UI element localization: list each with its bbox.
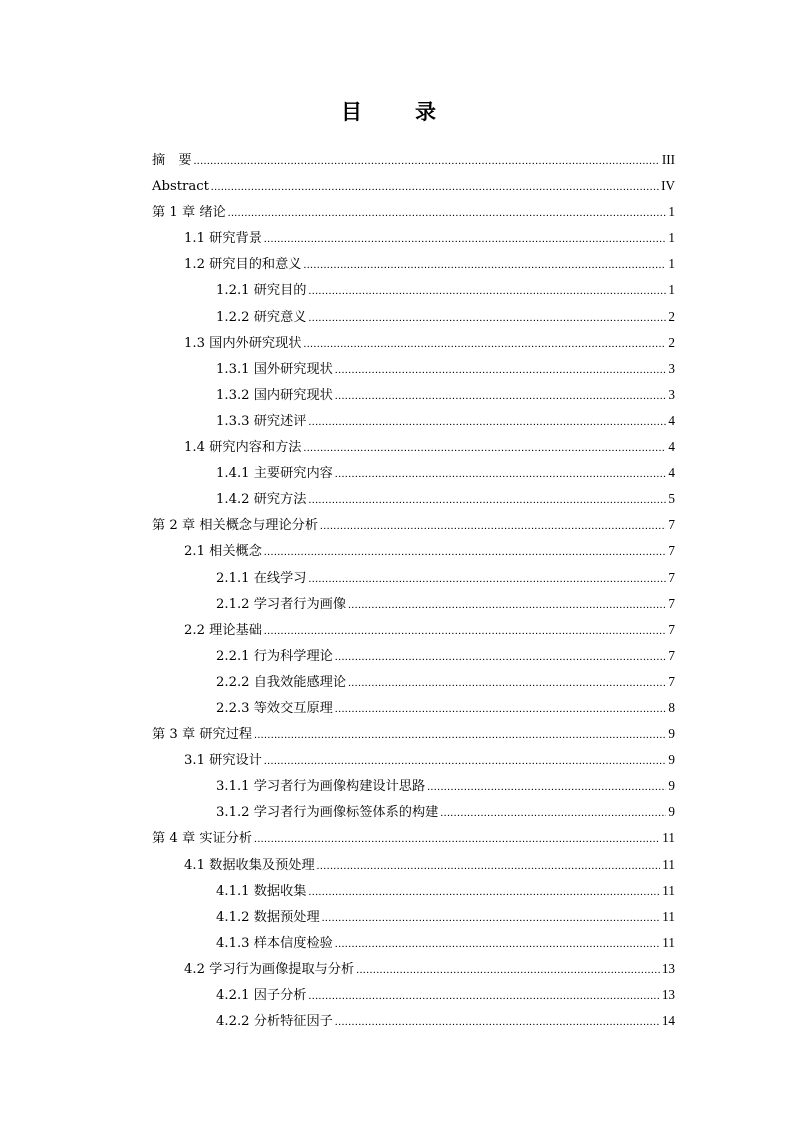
toc-leader-dots [440, 800, 666, 826]
toc-entry[interactable] [152, 617, 675, 643]
toc-leader-dots [348, 670, 666, 696]
toc-entry-label: 1.2 研究目的和意义 [184, 257, 302, 273]
toc-leader-dots [309, 879, 661, 905]
toc-page-number: 7 [668, 517, 675, 533]
toc-leader-dots [303, 252, 666, 278]
toc-leader-dots [309, 487, 667, 513]
toc-leader-dots [427, 774, 666, 800]
toc-page-number: 7 [668, 595, 675, 611]
toc-leader-dots [309, 409, 667, 435]
toc-entry[interactable] [152, 565, 675, 591]
toc-entry-label: 4.2 学习行为画像提取与分析 [184, 961, 355, 977]
toc-leader-dots [211, 174, 659, 200]
toc-entry-label: 3.1.2 学习者行为画像标签体系的构建 [216, 805, 439, 821]
toc-entry-label: 1.3.3 研究述评 [216, 413, 307, 429]
toc-page-number: 3 [668, 360, 675, 376]
toc-page-number: 2 [668, 334, 675, 350]
toc-entry[interactable] [152, 382, 675, 408]
toc-entry[interactable] [152, 825, 675, 851]
toc-page-number: 4 [668, 465, 675, 481]
toc-entry-label: Abstract [152, 179, 209, 195]
toc-leader-dots [335, 383, 667, 409]
toc-entry-label: 1.3.1 国外研究现状 [216, 361, 333, 377]
toc-entry-label: 1.3 国内外研究现状 [184, 335, 302, 351]
toc-page-number: 14 [661, 1013, 675, 1029]
toc-page-number: 2 [668, 308, 675, 324]
toc-leader-dots [356, 957, 660, 983]
toc-leader-dots [254, 722, 666, 748]
toc-entry[interactable] [152, 199, 675, 225]
toc-leader-dots [348, 592, 666, 618]
toc-leader-dots [303, 435, 666, 461]
toc-entry-label: 2.2.2 自我效能感理论 [216, 674, 347, 690]
toc-entry[interactable] [152, 669, 675, 695]
toc-leader-dots [320, 513, 666, 539]
table-of-contents [152, 147, 675, 1034]
toc-entry-label: 第 4 章 实证分析 [152, 831, 253, 847]
toc-page-number: 1 [668, 282, 675, 298]
toc-entry-label: 第 3 章 研究过程 [152, 727, 253, 743]
toc-page-number: 11 [662, 908, 675, 924]
toc-entry[interactable] [152, 173, 675, 199]
toc-leader-dots [309, 566, 667, 592]
toc-page-number: 4 [668, 439, 675, 455]
toc-page-number: 1 [668, 256, 675, 272]
toc-leader-dots [335, 1009, 660, 1035]
toc-entry-label: 4.2.1 因子分析 [216, 988, 307, 1003]
toc-page-number: 11 [662, 830, 675, 846]
toc-page-number: 9 [668, 726, 675, 742]
toc-entry[interactable] [152, 330, 675, 356]
toc-leader-dots [264, 748, 666, 774]
toc-leader-dots [317, 853, 661, 879]
toc-leader-dots [309, 278, 667, 304]
toc-entry-label: 2.2.3 等效交互原理 [216, 700, 333, 716]
toc-page-number: 11 [662, 882, 675, 898]
toc-page-number: 1 [668, 230, 675, 246]
toc-entry[interactable] [152, 643, 675, 669]
toc-entry-label: 1.1 研究背景 [184, 231, 262, 247]
toc-entry[interactable] [152, 538, 675, 564]
toc-entry[interactable] [152, 225, 675, 251]
toc-entry[interactable] [152, 304, 675, 330]
toc-entry-label: 摘 要 [152, 153, 192, 168]
toc-entry-label: 4.1 数据收集及预处理 [184, 857, 315, 873]
toc-entry-label: 4.1.1 数据收集 [216, 883, 307, 899]
toc-entry[interactable] [152, 251, 675, 277]
toc-entry[interactable] [152, 408, 675, 434]
toc-entry[interactable] [152, 147, 675, 173]
toc-page-number: 1 [668, 204, 675, 220]
toc-entry[interactable] [152, 747, 675, 773]
toc-entry[interactable] [152, 460, 675, 486]
toc-leader-dots [264, 539, 666, 565]
toc-page-number: 3 [668, 386, 675, 402]
toc-entry[interactable] [152, 956, 675, 982]
toc-page-number: 7 [668, 673, 675, 689]
toc-entry[interactable] [152, 773, 675, 799]
toc-leader-dots [303, 331, 666, 357]
toc-page-number: 7 [668, 621, 675, 637]
toc-entry-label: 2.2.1 行为科学理论 [216, 648, 333, 664]
toc-entry-label: 1.2.1 研究目的 [216, 283, 307, 299]
toc-entry[interactable] [152, 930, 675, 956]
toc-leader-dots [335, 644, 667, 670]
toc-page-number: 5 [668, 491, 675, 507]
toc-page-number: 7 [668, 569, 675, 585]
toc-entry[interactable] [152, 695, 675, 721]
toc-leader-dots [335, 357, 667, 383]
toc-leader-dots [335, 461, 667, 487]
toc-page-number: 7 [668, 543, 675, 559]
toc-leader-dots [264, 618, 666, 644]
toc-entry[interactable] [152, 1008, 675, 1034]
toc-leader-dots [254, 826, 660, 852]
toc-page-number: 4 [668, 412, 675, 428]
toc-entry[interactable] [152, 721, 675, 747]
toc-entry-label: 1.2.2 研究意义 [216, 309, 307, 325]
toc-entry[interactable] [152, 356, 675, 382]
toc-page-number: 7 [668, 647, 675, 663]
toc-entry-label: 2.2 理论基础 [184, 622, 262, 638]
toc-entry-label: 2.1.2 学习者行为画像 [216, 596, 347, 612]
toc-entry[interactable] [152, 434, 675, 460]
toc-page-number: III [661, 152, 675, 167]
toc-entry-label: 4.1.2 数据预处理 [216, 909, 320, 925]
toc-page-number: 9 [668, 804, 675, 820]
toc-entry[interactable] [152, 982, 675, 1008]
toc-entry-label: 1.3.2 国内研究现状 [216, 387, 333, 403]
toc-leader-dots [264, 226, 666, 252]
toc-leader-dots [309, 983, 660, 1009]
toc-leader-dots [194, 148, 660, 174]
toc-entry[interactable] [152, 799, 675, 825]
toc-page-number: IV [661, 178, 675, 194]
toc-entry-label: 1.4.1 主要研究内容 [216, 466, 333, 482]
toc-page-number: 9 [668, 778, 675, 794]
toc-leader-dots [335, 931, 660, 957]
toc-entry[interactable] [152, 486, 675, 512]
toc-entry-label: 3.1 研究设计 [184, 753, 262, 769]
toc-entry-label: 2.1 相关概念 [184, 544, 262, 560]
toc-page-number: 13 [661, 960, 675, 976]
toc-leader-dots [228, 200, 667, 226]
toc-entry-label: 4.1.3 样本信度检验 [216, 935, 333, 951]
toc-entry-label: 1.4 研究内容和方法 [184, 440, 302, 456]
toc-leader-dots [322, 905, 661, 931]
toc-entry[interactable] [152, 878, 675, 904]
toc-page-number: 13 [661, 987, 675, 1002]
toc-entry[interactable] [152, 512, 675, 538]
toc-leader-dots [309, 305, 667, 331]
toc-entry[interactable] [152, 904, 675, 930]
toc-entry-label: 第 2 章 相关概念与理论分析 [152, 518, 319, 534]
toc-entry-label: 2.1.1 在线学习 [216, 570, 307, 586]
page-title: 目 录 [341, 99, 452, 124]
toc-page-number: 8 [668, 699, 675, 715]
toc-page-number: 11 [662, 856, 675, 872]
toc-entry[interactable] [152, 852, 675, 878]
toc-entry-label: 第 1 章 绪论 [152, 205, 226, 221]
toc-entry-label: 1.4.2 研究方法 [216, 492, 307, 508]
toc-entry-label: 3.1.1 学习者行为画像构建设计思路 [216, 779, 426, 795]
toc-entry[interactable] [152, 277, 675, 303]
toc-entry[interactable] [152, 591, 675, 617]
toc-entry-label: 4.2.2 分析特征因子 [216, 1014, 333, 1030]
toc-page-number: 11 [662, 934, 675, 950]
toc-page-number: 9 [668, 752, 675, 768]
toc-leader-dots [335, 696, 667, 722]
